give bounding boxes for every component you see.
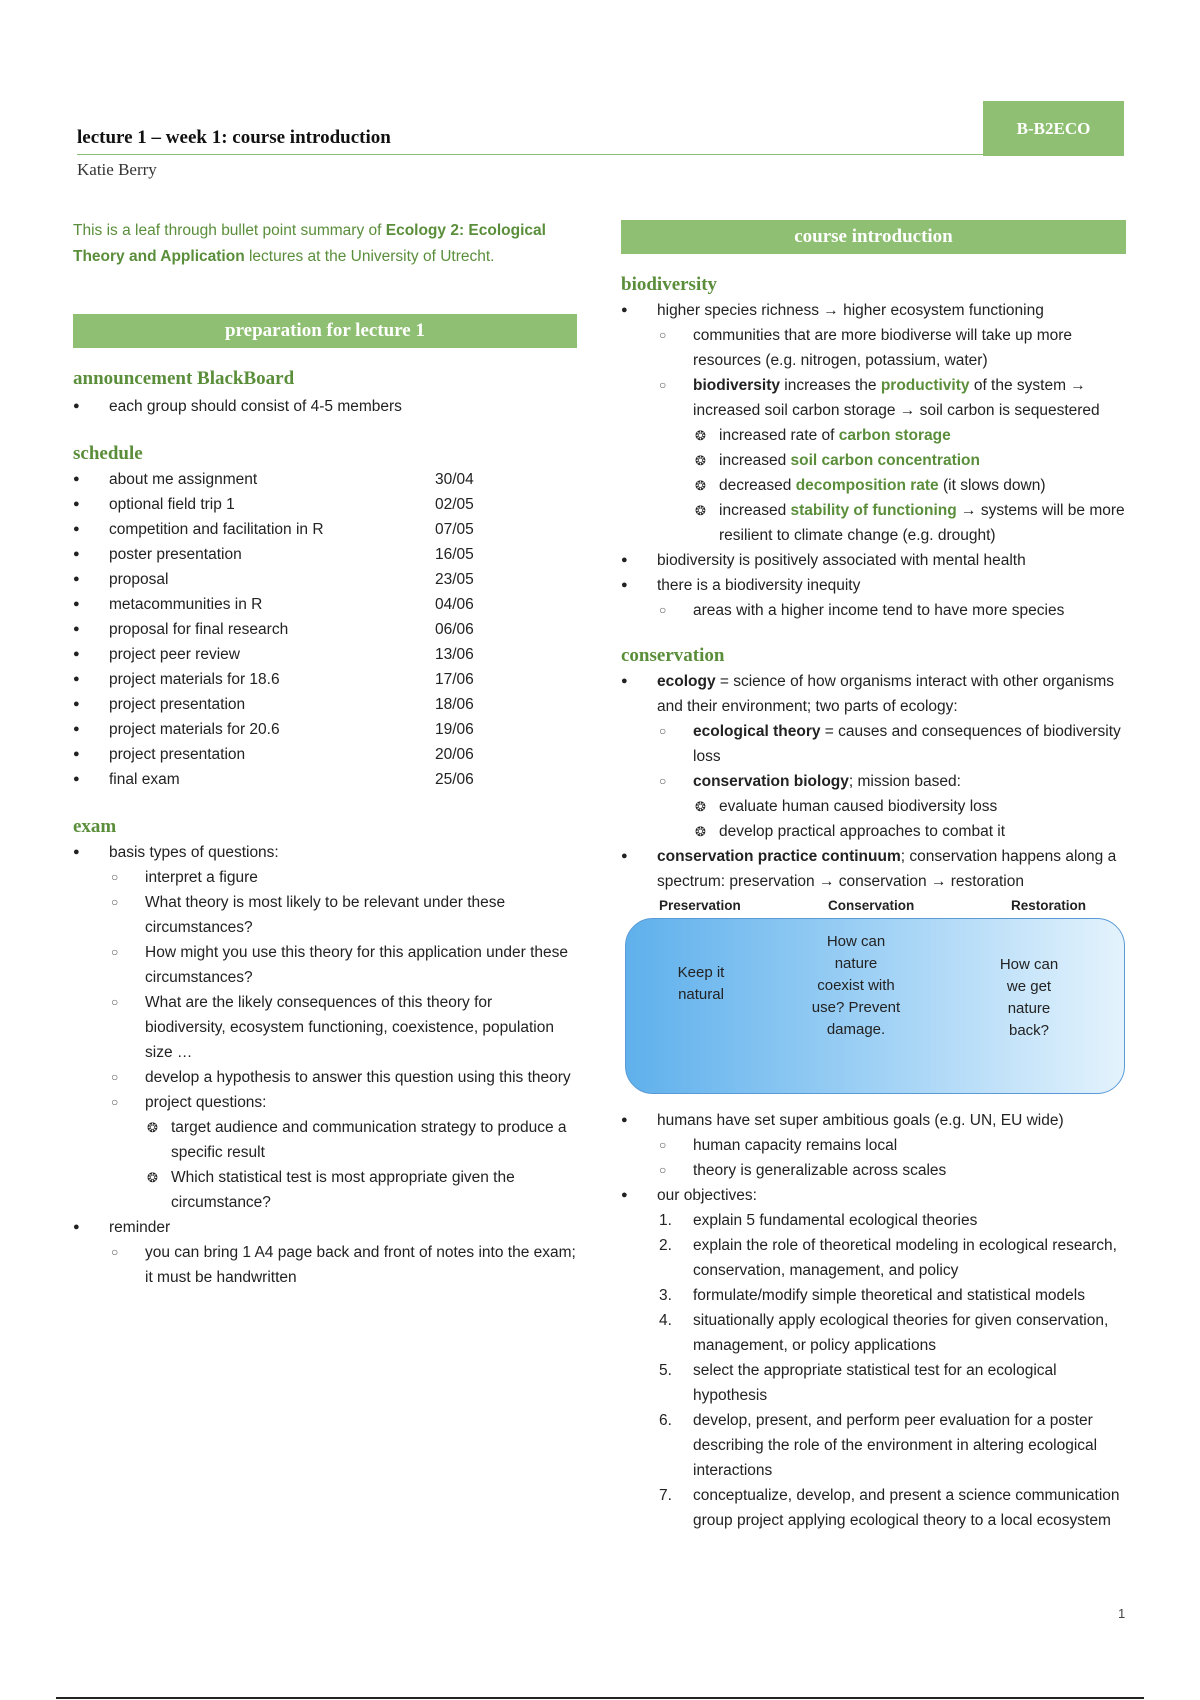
objective-item bbox=[621, 1308, 1126, 1358]
page-number: 1 bbox=[1118, 1606, 1126, 1621]
intro-suffix: lectures at the University of Utrecht. bbox=[244, 248, 495, 265]
list-item bbox=[621, 423, 1126, 448]
biodiversity-list bbox=[621, 298, 1126, 623]
intro-paragraph bbox=[73, 218, 577, 270]
list-item: ❂ Which statistical test is most appropriate given the circumstance? bbox=[73, 1165, 577, 1215]
schedule-item-label: metacommunities in R bbox=[109, 596, 263, 613]
objective-number: 4. bbox=[659, 1312, 672, 1329]
schedule-item-date: 16/05 bbox=[435, 546, 474, 563]
objective-item bbox=[621, 1283, 1126, 1308]
term: conservation practice continuum bbox=[657, 848, 901, 865]
schedule-item-label: project materials for 20.6 bbox=[109, 721, 280, 738]
diagram-cell-conservation: How can nature coexist with use? Prevent damage. bbox=[811, 933, 901, 1038]
schedule-item bbox=[73, 617, 577, 642]
diagram-head-restoration: Restoration bbox=[1011, 898, 1087, 913]
schedule-item-date: 30/04 bbox=[435, 471, 474, 488]
list-item: ● there is a biodiversity inequity bbox=[621, 573, 1126, 598]
list-item bbox=[621, 373, 1126, 423]
objective-number: 2. bbox=[659, 1237, 672, 1254]
term: ecology bbox=[657, 673, 716, 690]
schedule-item-label: project presentation bbox=[109, 746, 246, 763]
header-rule bbox=[77, 154, 1124, 155]
footer-rule bbox=[56, 1697, 1144, 1699]
schedule-item-label: proposal for final research bbox=[109, 621, 289, 638]
page-title: lecture 1 – week 1: course introduction bbox=[77, 127, 391, 148]
list-item: ○ human capacity remains local bbox=[621, 1133, 1126, 1158]
schedule-item-label: final exam bbox=[109, 771, 180, 788]
list-item: ● reminder bbox=[73, 1215, 577, 1240]
term: conservation biology bbox=[693, 773, 849, 790]
list-item bbox=[621, 769, 1126, 794]
schedule-item bbox=[73, 742, 577, 767]
list-item: ● humans have set super ambitious goals (e.g. UN, EU wide) bbox=[621, 1108, 1126, 1133]
term: soil carbon concentration bbox=[790, 452, 980, 469]
objective-text: situationally apply ecological theories for given conservation, management, or policy applications bbox=[693, 1312, 1109, 1354]
objectives-list bbox=[621, 1208, 1126, 1533]
list-item: ❂ evaluate human caused biodiversity loss bbox=[621, 794, 1126, 819]
schedule-item-label: project peer review bbox=[109, 646, 240, 663]
schedule-item bbox=[73, 767, 577, 792]
list-item bbox=[621, 448, 1126, 473]
schedule-item-label: competition and facilitation in R bbox=[109, 521, 324, 538]
schedule-item bbox=[73, 492, 577, 517]
schedule-item bbox=[73, 592, 577, 617]
objective-text: formulate/modify simple theoretical and statistical models bbox=[693, 1287, 1085, 1304]
text: increased bbox=[719, 502, 791, 519]
schedule-list bbox=[73, 467, 577, 792]
term: biodiversity bbox=[693, 377, 780, 394]
announcement-title: announcement BlackBoard bbox=[73, 368, 295, 389]
list-item: ○ areas with a higher income tend to have more species bbox=[621, 598, 1126, 623]
schedule-item bbox=[73, 717, 577, 742]
schedule-item-date: 20/06 bbox=[435, 746, 474, 763]
list-item: ❂ develop practical approaches to combat it bbox=[621, 819, 1126, 844]
list-item: ○ develop a hypothesis to answer this question using this theory bbox=[73, 1065, 577, 1090]
text: ; conservation happens along a spectrum: preservation → conservation → restoration bbox=[657, 848, 1117, 890]
schedule-item-label: proposal bbox=[109, 571, 169, 588]
objective-item bbox=[621, 1408, 1126, 1483]
exam-title: exam bbox=[73, 816, 117, 837]
intro-prefix: This is a leaf through bullet point summary of bbox=[73, 222, 386, 239]
list-item: ● biodiversity is positively associated with mental health bbox=[621, 548, 1126, 573]
schedule-item bbox=[73, 667, 577, 692]
conservation-title: conservation bbox=[621, 645, 725, 666]
objective-text: explain the role of theoretical modeling in ecological research, conservation, management, and policy bbox=[693, 1237, 1117, 1279]
diagram-head-preservation: Preservation bbox=[659, 898, 741, 913]
schedule-item-date: 13/06 bbox=[435, 646, 474, 663]
schedule-item-date: 02/05 bbox=[435, 496, 474, 513]
text: of the system → increased soil carbon storage → soil carbon is sequestered bbox=[693, 377, 1100, 419]
schedule-item-label: project presentation bbox=[109, 696, 246, 713]
goals-list bbox=[621, 1108, 1126, 1208]
schedule-item bbox=[73, 642, 577, 667]
text: decreased bbox=[719, 477, 796, 494]
objective-text: conceptualize, develop, and present a science communication group project applying ecological theory to a local ecosystem bbox=[693, 1487, 1120, 1529]
schedule-item-date: 07/05 bbox=[435, 521, 474, 538]
text: ; mission based: bbox=[848, 773, 961, 790]
list-item: ● our objectives: bbox=[621, 1183, 1126, 1208]
objective-text: develop, present, and perform peer evaluation for a poster describing the role of the environment in altering ecological interactions bbox=[693, 1412, 1098, 1479]
author: Katie Berry bbox=[77, 160, 157, 179]
schedule-title: schedule bbox=[73, 443, 143, 464]
text: = causes and consequences of biodiversity loss bbox=[693, 723, 1121, 765]
exam-list bbox=[73, 840, 577, 1290]
list-item: ○ What theory is most likely to be relevant under these circumstances? bbox=[73, 890, 577, 940]
objective-item bbox=[621, 1483, 1126, 1533]
list-item: ○ you can bring 1 A4 page back and front of notes into the exam; it must be handwritten bbox=[73, 1240, 577, 1290]
diagram-cell-preservation: Keep it natural bbox=[677, 964, 725, 1003]
schedule-item-label: project materials for 18.6 bbox=[109, 671, 280, 688]
schedule-item-label: poster presentation bbox=[109, 546, 242, 563]
continuum-diagram bbox=[621, 898, 1126, 1098]
term: carbon storage bbox=[838, 427, 951, 444]
objective-number: 7. bbox=[659, 1487, 672, 1504]
objective-number: 6. bbox=[659, 1412, 672, 1429]
objective-item bbox=[621, 1208, 1126, 1233]
list-item bbox=[621, 473, 1126, 498]
objective-number: 3. bbox=[659, 1287, 672, 1304]
schedule-item-date: 06/06 bbox=[435, 621, 474, 638]
term: stability of functioning bbox=[790, 502, 957, 519]
intro-course-name: Ecology 2: Ecological Theory and Application bbox=[73, 222, 546, 265]
course-intro-band: course introduction bbox=[621, 220, 1126, 254]
schedule-item-label: optional field trip 1 bbox=[109, 496, 235, 513]
list-item bbox=[621, 719, 1126, 769]
term: ecological theory bbox=[693, 723, 821, 740]
schedule-item-date: 17/06 bbox=[435, 671, 474, 688]
list-item: ❂ target audience and communication strategy to produce a specific result bbox=[73, 1115, 577, 1165]
text: (it slows down) bbox=[938, 477, 1046, 494]
list-item: ● basis types of questions: bbox=[73, 840, 577, 865]
list-item: ● higher species richness → higher ecosystem functioning bbox=[621, 298, 1126, 323]
list-item: ○ project questions: bbox=[73, 1090, 577, 1115]
text: → systems will be more resilient to climate change (e.g. drought) bbox=[719, 502, 1125, 544]
schedule-item bbox=[73, 542, 577, 567]
list-item: ● each group should consist of 4-5 members bbox=[73, 394, 577, 419]
list-item: ○ theory is generalizable across scales bbox=[621, 1158, 1126, 1183]
list-item bbox=[621, 498, 1126, 548]
schedule-item-date: 04/06 bbox=[435, 596, 474, 613]
announcement-list bbox=[73, 394, 577, 419]
schedule-item-date: 23/05 bbox=[435, 571, 474, 588]
course-badge: B-B2ECO bbox=[983, 101, 1124, 156]
objective-item bbox=[621, 1358, 1126, 1408]
diagram-cell-restoration: How can we get nature back? bbox=[999, 956, 1059, 1039]
text: increased bbox=[719, 452, 791, 469]
left-column bbox=[73, 218, 577, 1290]
objective-text: select the appropriate statistical test for an ecological hypothesis bbox=[693, 1362, 1057, 1404]
list-item: ○ What are the likely consequences of this theory for biodiversity, ecosystem functioning, coexistence, population size … bbox=[73, 990, 577, 1065]
schedule-item-date: 18/06 bbox=[435, 696, 474, 713]
schedule-item bbox=[73, 467, 577, 492]
diagram-head-conservation: Conservation bbox=[828, 898, 915, 913]
schedule-item-date: 19/06 bbox=[435, 721, 474, 738]
schedule-item-label: about me assignment bbox=[109, 471, 258, 488]
prep-band: preparation for lecture 1 bbox=[73, 314, 577, 348]
objective-item bbox=[621, 1233, 1126, 1283]
text: increased rate of bbox=[719, 427, 839, 444]
list-item: ○ How might you use this theory for this application under these circumstances? bbox=[73, 940, 577, 990]
objective-number: 5. bbox=[659, 1362, 672, 1379]
schedule-item bbox=[73, 567, 577, 592]
list-item: ○ interpret a figure bbox=[73, 865, 577, 890]
schedule-item bbox=[73, 692, 577, 717]
list-item bbox=[621, 669, 1126, 719]
objective-text: explain 5 fundamental ecological theories bbox=[693, 1212, 978, 1229]
text: = science of how organisms interact with other organisms and their environment; two parts of ecology: bbox=[657, 673, 1115, 715]
text: increases the bbox=[780, 377, 881, 394]
list-item: ○ communities that are more biodiverse will take up more resources (e.g. nitrogen, potassium, water) bbox=[621, 323, 1126, 373]
conservation-list bbox=[621, 669, 1126, 894]
right-column bbox=[621, 220, 1126, 1533]
term: productivity bbox=[880, 377, 970, 394]
term: decomposition rate bbox=[795, 477, 939, 494]
biodiversity-title: biodiversity bbox=[621, 274, 718, 295]
list-item bbox=[621, 844, 1126, 894]
schedule-item bbox=[73, 517, 577, 542]
schedule-item-date: 25/06 bbox=[435, 771, 474, 788]
objective-number: 1. bbox=[659, 1212, 672, 1229]
